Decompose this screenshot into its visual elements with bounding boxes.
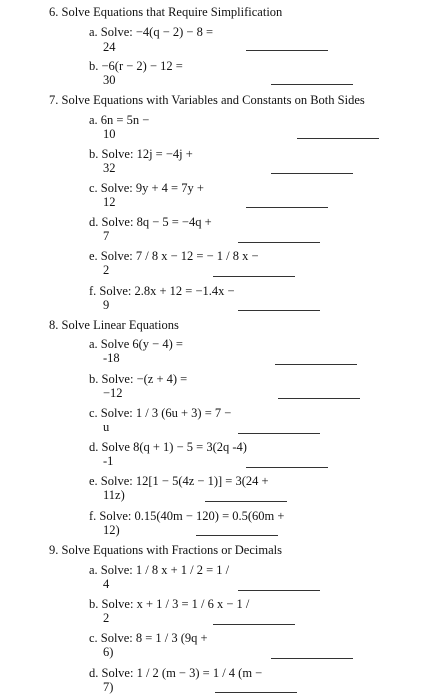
answer-blank-6a[interactable] <box>246 50 328 51</box>
problem-8b-line1: b. Solve: −(z + 4) = <box>89 372 188 386</box>
problem-7b-line2: 32 <box>103 161 116 175</box>
problem-8f-line2: 12) <box>103 523 120 537</box>
problem-9c-line2: 6) <box>103 645 114 659</box>
section-8-title: 8. Solve Linear Equations <box>49 318 179 332</box>
problem-7a-line1: a. 6n = 5n − <box>89 113 150 127</box>
problem-8b-line2: −12 <box>103 386 123 400</box>
section-6-title: 6. Solve Equations that Require Simplification <box>49 5 283 19</box>
problem-8c-line1: c. Solve: 1 / 3 (6u + 3) = 7 − <box>89 406 232 420</box>
problem-7a-line2: 10 <box>103 127 116 141</box>
answer-blank-7b[interactable] <box>271 173 353 174</box>
answer-blank-7c[interactable] <box>246 207 328 208</box>
answer-blank-8b[interactable] <box>278 398 360 399</box>
problem-8e-line1: e. Solve: 12[1 − 5(4z − 1)] = 3(24 + <box>89 474 269 488</box>
answer-blank-7f[interactable] <box>238 310 320 311</box>
problem-6a-line2: 24 <box>103 40 116 54</box>
problem-9d-line1: d. Solve: 1 / 2 (m − 3) = 1 / 4 (m − <box>89 666 263 680</box>
problem-7b-line1: b. Solve: 12j = −4j + <box>89 147 193 161</box>
problem-8f-line1: f. Solve: 0.15(40m − 120) = 0.5(60m + <box>89 509 285 523</box>
answer-blank-7a[interactable] <box>297 138 379 139</box>
problem-8a-line1: a. Solve 6(y − 4) = <box>89 337 183 351</box>
answer-blank-8f[interactable] <box>196 535 278 536</box>
answer-blank-9b[interactable] <box>213 624 295 625</box>
problem-9a-line2: 4 <box>103 577 110 591</box>
problem-7c-line2: 12 <box>103 195 116 209</box>
problem-9c-line1: c. Solve: 8 = 1 / 3 (9q + <box>89 631 208 645</box>
problem-6b-line1: b. −6(r − 2) − 12 = <box>89 59 183 73</box>
problem-7d-line2: 7 <box>103 229 110 243</box>
problem-8d-line1: d. Solve 8(q + 1) − 5 = 3(2q -4) <box>89 440 247 454</box>
problem-7f-line1: f. Solve: 2.8x + 12 = −1.4x − <box>89 284 235 298</box>
answer-blank-8c[interactable] <box>238 433 320 434</box>
answer-blank-9d[interactable] <box>215 692 297 693</box>
answer-blank-9a[interactable] <box>238 590 320 591</box>
section-9-title: 9. Solve Equations with Fractions or Decimals <box>49 543 282 557</box>
problem-6b-line2: 30 <box>103 73 116 87</box>
section-7-title: 7. Solve Equations with Variables and Constants on Both Sides <box>49 93 365 107</box>
answer-blank-7e[interactable] <box>213 276 295 277</box>
problem-9b-line1: b. Solve: x + 1 / 3 = 1 / 6 x − 1 / <box>89 597 250 611</box>
problem-7e-line1: e. Solve: 7 / 8 x − 12 = − 1 / 8 x − <box>89 249 259 263</box>
problem-8c-line2: u <box>103 420 110 434</box>
answer-blank-8d[interactable] <box>246 467 328 468</box>
problem-7e-line2: 2 <box>103 263 110 277</box>
problem-7c-line1: c. Solve: 9y + 4 = 7y + <box>89 181 204 195</box>
problem-7d-line1: d. Solve: 8q − 5 = −4q + <box>89 215 212 229</box>
problem-9d-line2: 7) <box>103 680 114 694</box>
answer-blank-8a[interactable] <box>275 364 357 365</box>
answer-blank-9c[interactable] <box>271 658 353 659</box>
problem-7f-line2: 9 <box>103 298 110 312</box>
problem-6a-line1: a. Solve: −4(q − 2) − 8 = <box>89 25 214 39</box>
answer-blank-6b[interactable] <box>271 84 353 85</box>
answer-blank-8e[interactable] <box>205 501 287 502</box>
problem-9b-line2: 2 <box>103 611 110 625</box>
problem-9a-line1: a. Solve: 1 / 8 x + 1 / 2 = 1 / <box>89 563 230 577</box>
answer-blank-7d[interactable] <box>238 242 320 243</box>
problem-8e-line2: 11z) <box>103 488 125 502</box>
problem-8a-line2: -18 <box>103 351 120 365</box>
problem-8d-line2: -1 <box>103 454 114 468</box>
